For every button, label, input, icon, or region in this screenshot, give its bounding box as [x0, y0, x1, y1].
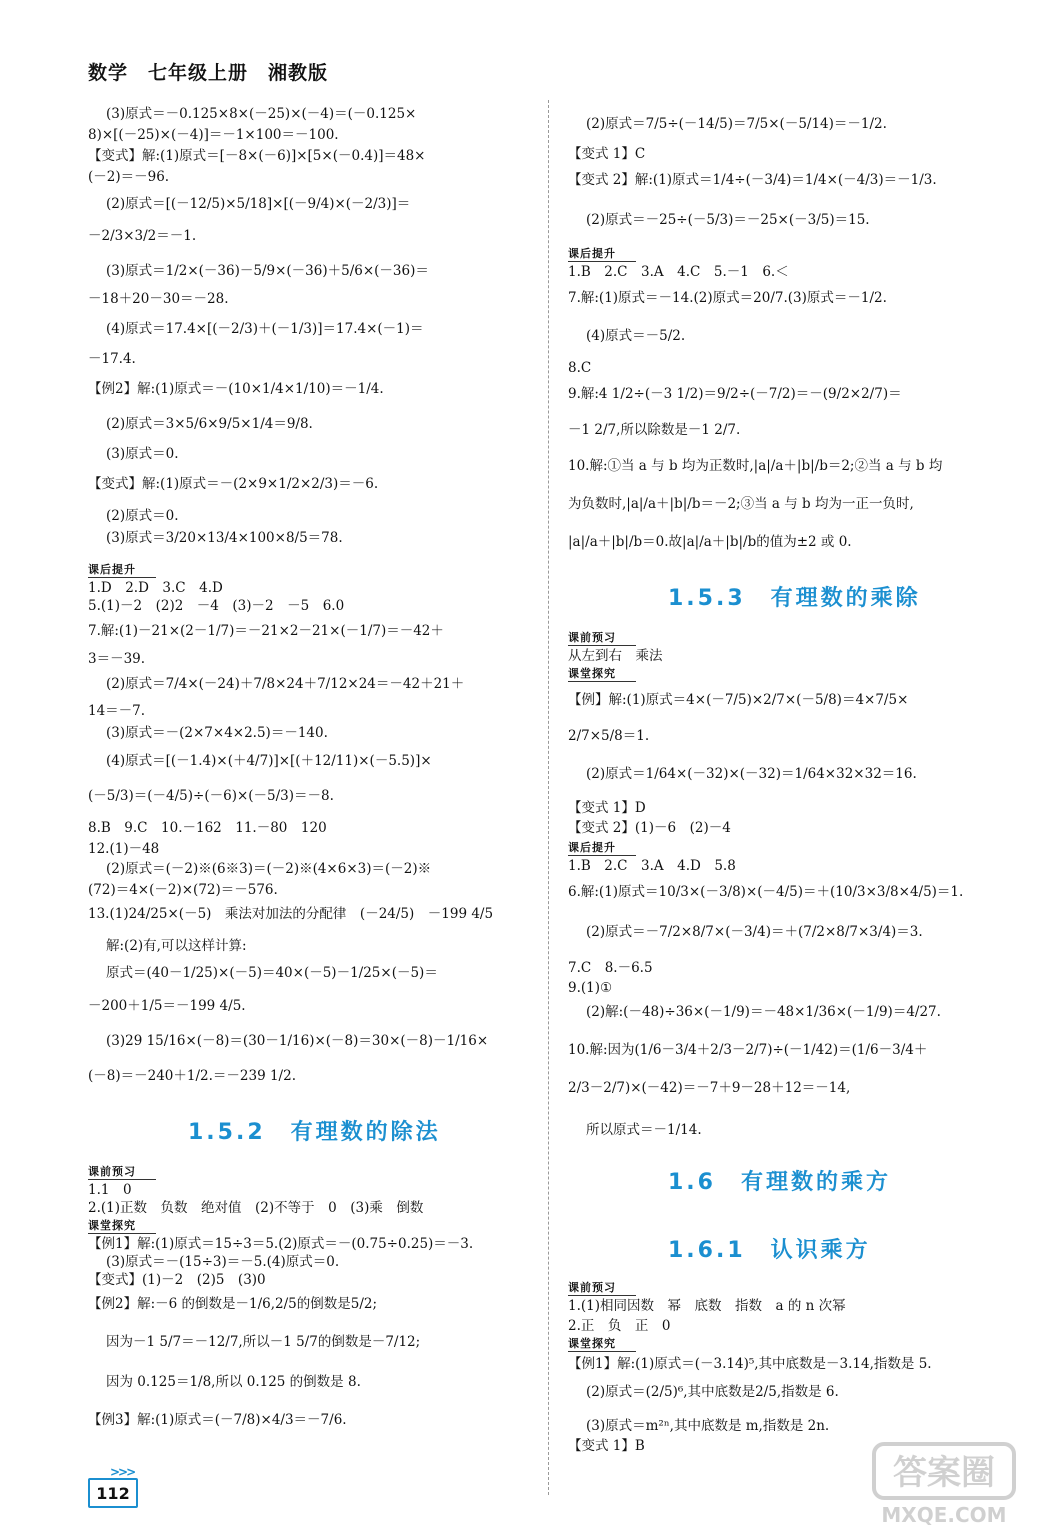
answer-line: 【变式】解:(1)原式＝[－8×(－6)]×[5×(－0.4)]＝48×	[88, 148, 426, 164]
answer-line: 13.(1)24/25×(－5) 乘法对加法的分配律 (－24/5) －199 4/5	[88, 906, 494, 922]
answer-line: 2.(1)正数 负数 绝对值 (2)不等于 0 (3)乘 倒数	[88, 1200, 424, 1216]
answer-line: (2)原式＝1/64×(－32)×(－32)＝1/64×32×32＝16.	[586, 766, 917, 782]
answer-line: (3)原式＝－(15÷3)＝－5.(4)原式＝0.	[106, 1254, 340, 1270]
answer-line: (3)原式＝－(2×7×4×2.5)＝－140.	[106, 725, 328, 741]
answer-line: 9.(1)①	[568, 980, 613, 996]
answer-line: 8.C	[568, 360, 592, 376]
answer-line: 所以原式＝－1/14.	[586, 1122, 702, 1138]
answer-line: (2)原式＝[(－12/5)×5/18]×[(－9/4)×(－2/3)]＝	[106, 196, 411, 212]
section-subheading: 课后提升	[88, 564, 156, 578]
answer-line: 10.解:①当 a 与 b 均为正数时,|a|/a＋|b|/b＝2;②当 a 与 b 均	[568, 458, 943, 474]
answer-line: 1.B 2.C 3.A 4.C 5.－1 6.＜	[568, 264, 789, 280]
answer-line: 【例2】解:－6 的倒数是－1/6,2/5的倒数是5/2;	[88, 1296, 378, 1312]
answer-line: 因为－1 5/7＝－12/7,所以－1 5/7的倒数是－7/12;	[106, 1334, 421, 1350]
answer-line: 7.解:(1)－21×(2－1/7)＝－21×2－21×(－1/7)＝－42＋	[88, 623, 444, 639]
answer-line: 2.正 负 正 0	[568, 1318, 671, 1334]
answer-line: 8.B 9.C 10.－162 11.－80 120	[88, 820, 327, 836]
answer-line: －1 2/7,所以除数是－1 2/7.	[568, 422, 741, 438]
answer-line: (3)原式＝1/2×(－36)－5/9×(－36)＋5/6×(－36)＝	[106, 263, 429, 279]
answer-line: 1.(1)相同因数 幂 底数 指数 a 的 n 次幂	[568, 1298, 846, 1314]
svg-text:答案圈: 答案圈	[893, 1453, 995, 1493]
section-title: 1.6 有理数的乘方	[668, 1170, 891, 1195]
answer-line: 5.(1)－2 (2)2 －4 (3)－2 －5 6.0	[88, 598, 345, 614]
section-title: 1.5.2 有理数的除法	[188, 1120, 441, 1145]
answer-line: (2)解:(－48)÷36×(－1/9)＝－48×1/36×(－1/9)＝4/27.	[586, 1004, 941, 1020]
answer-line: 【变式】解:(1)原式＝－(2×9×1/2×2/3)＝－6.	[88, 476, 379, 492]
svg-text:MXQE.COM: MXQE.COM	[881, 1503, 1007, 1527]
answer-line: 1.B 2.C 3.A 4.D 5.8	[568, 858, 736, 874]
section-subheading: 课后提升	[568, 248, 636, 262]
answer-line: (3)原式＝0.	[106, 446, 179, 462]
section-subheading: 课堂探究	[568, 668, 636, 682]
answer-line: 9.解:4 1/2÷(－3 1/2)＝9/2÷(－7/2)＝－(9/2×2/7)＝	[568, 386, 902, 402]
section-subheading: 课堂探究	[568, 1338, 636, 1352]
page-arrows-icon: >>>	[110, 1465, 135, 1479]
answer-line: 【变式 1】C	[568, 146, 646, 162]
answer-line: 解:(2)有,可以这样计算:	[106, 938, 247, 954]
answer-line: －17.4.	[88, 351, 136, 367]
answer-line: 【例3】解:(1)原式＝(－7/8)×4/3＝－7/6.	[88, 1412, 347, 1428]
answer-line: 【变式 1】B	[568, 1438, 645, 1454]
answer-line: 12.(1)－48	[88, 841, 160, 857]
answer-line: 7.解:(1)原式＝－14.(2)原式＝20/7.(3)原式＝－1/2.	[568, 290, 887, 306]
answer-line: 【例1】解:(1)原式＝(－3.14)⁵,其中底数是－3.14,指数是 5.	[568, 1356, 932, 1372]
answer-line: 【变式】(1)－2 (2)5 (3)0	[88, 1272, 266, 1288]
answer-line: 【例1】解:(1)原式＝15÷3＝5.(2)原式＝－(0.75÷0.25)＝－3.	[88, 1236, 474, 1252]
section-subheading: 课前预习	[88, 1166, 156, 1180]
section-subheading: 课后提升	[568, 842, 636, 856]
answer-line: 【变式 1】D	[568, 800, 646, 816]
answer-line: －2/3×3/2＝－1.	[88, 228, 197, 244]
answer-line: (3)原式＝m²ⁿ,其中底数是 m,指数是 2n.	[586, 1418, 830, 1434]
answer-line: 3＝－39.	[88, 651, 146, 667]
answer-line: 【例2】解:(1)原式＝－(10×1/4×1/10)＝－1/4.	[88, 381, 384, 397]
page-number: 112	[88, 1478, 138, 1508]
answer-line: (－5/3)＝(－4/5)÷(－6)×(－5/3)＝－8.	[88, 788, 334, 804]
answer-line: 2/3－2/7)×(－42)＝－7＋9－28＋12＝－14,	[568, 1080, 851, 1096]
answer-line: (4)原式＝－5/2.	[586, 328, 686, 344]
answer-line: (3)原式＝－0.125×8×(－25)×(－4)＝(－0.125×	[106, 106, 417, 122]
answer-line: 8)×[(－25)×(－4)]＝－1×100＝－100.	[88, 127, 339, 143]
column-divider	[548, 100, 549, 1495]
answer-line: (4)原式＝17.4×[(－2/3)＋(－1/3)]＝17.4×(－1)＝	[106, 321, 424, 337]
answer-line: －18＋20－30＝－28.	[88, 291, 229, 307]
answer-line: 14＝－7.	[88, 703, 146, 719]
section-subheading: 课前预习	[568, 632, 636, 646]
page-header: 数学 七年级上册 湘教版	[88, 62, 329, 84]
answer-line: (72)＝4×(－2)×(72)＝－576.	[88, 882, 278, 898]
answer-line: (2)原式＝7/5÷(－14/5)＝7/5×(－5/14)＝－1/2.	[586, 116, 887, 132]
answer-line: (3)29 15/16×(－8)＝(30－1/16)×(－8)＝30×(－8)－1/16×	[106, 1033, 489, 1049]
answer-line: (－8)＝－240＋1/2.＝－239 1/2.	[88, 1068, 296, 1084]
answer-line: 7.C 8.－6.5	[568, 960, 653, 976]
answer-line: (2)原式＝－7/2×8/7×(－3/4)＝＋(7/2×8/7×3/4)＝3.	[586, 924, 923, 940]
answer-line: (2)原式＝7/4×(－24)＋7/8×24＋7/12×24＝－42＋21＋	[106, 676, 465, 692]
answer-line: 原式＝(40－1/25)×(－5)＝40×(－5)－1/25×(－5)＝	[106, 965, 438, 981]
section-title: 1.6.1 认识乘方	[668, 1238, 871, 1263]
answer-line: (2)原式＝－25÷(－5/3)＝－25×(－3/5)＝15.	[586, 212, 870, 228]
answer-line: (3)原式＝3/20×13/4×100×8/5＝78.	[106, 530, 343, 546]
answer-line: 10.解:因为(1/6－3/4＋2/3－2/7)÷(－1/42)＝(1/6－3/4＋	[568, 1042, 928, 1058]
answer-line: (4)原式＝[(－1.4)×(＋4/7)]×[(＋12/11)×(－5.5)]×	[106, 753, 432, 769]
section-subheading: 课堂探究	[88, 1220, 156, 1234]
answer-line: 1.D 2.D 3.C 4.D	[88, 580, 223, 596]
answer-line: 为负数时,|a|/a＋|b|/b＝－2;③当 a 与 b 均为一正一负时,	[568, 496, 914, 512]
answer-line: 【例】解:(1)原式＝4×(－7/5)×2/7×(－5/8)＝4×7/5×	[568, 692, 909, 708]
answer-line: |a|/a＋|b|/b＝0.故|a|/a＋|b|/b的值为±2 或 0.	[568, 534, 852, 550]
section-title: 1.5.3 有理数的乘除	[668, 586, 921, 611]
answer-line: 2/7×5/8＝1.	[568, 728, 650, 744]
section-subheading: 课前预习	[568, 1282, 636, 1296]
answer-line: (2)原式＝0.	[106, 508, 179, 524]
answer-line: (－2)＝－96.	[88, 169, 170, 185]
answer-line: 6.解:(1)原式＝10/3×(－3/8)×(－4/5)＝＋(10/3×3/8×4/5)＝1.	[568, 884, 964, 900]
watermark-logo	[870, 1440, 1020, 1530]
answer-line: 【变式 2】(1)－6 (2)－4	[568, 820, 731, 836]
answer-line: 因为 0.125＝1/8,所以 0.125 的倒数是 8.	[106, 1374, 361, 1390]
answer-line: －200＋1/5＝－199 4/5.	[88, 998, 246, 1014]
answer-line: 【变式 2】解:(1)原式＝1/4÷(－3/4)＝1/4×(－4/3)＝－1/3.	[568, 172, 937, 188]
answer-line: (2)原式＝(－2)※(6※3)＝(－2)※(4×6×3)＝(－2)※	[106, 861, 432, 877]
answer-line: 从左到右 乘法	[568, 648, 663, 664]
answer-line: 1.1 0	[88, 1182, 132, 1198]
answer-line: (2)原式＝(2/5)⁶,其中底数是2/5,指数是 6.	[586, 1384, 839, 1400]
answer-line: (2)原式＝3×5/6×9/5×1/4＝9/8.	[106, 416, 313, 432]
